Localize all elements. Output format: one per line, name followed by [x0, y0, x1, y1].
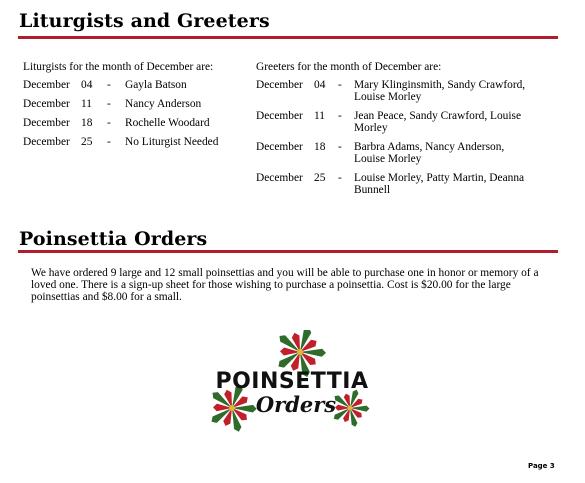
list-item [23, 136, 245, 148]
list-item [23, 98, 245, 110]
person-names: Louise Morley, Patty Martin, Deanna Bunnell [354, 172, 525, 196]
separator: - [107, 98, 111, 110]
person-names: Mary Klinginsmith, Sandy Crawford, Louise Morley [354, 79, 526, 103]
date-day: 04 [314, 79, 326, 91]
date-month: December [256, 141, 303, 153]
date-day: 18 [314, 141, 326, 153]
separator: - [338, 79, 342, 91]
list-item [256, 172, 529, 196]
date-month: December [23, 98, 70, 110]
section-title-poinsettia: Poinsettia Orders [19, 228, 208, 250]
separator: - [338, 110, 342, 122]
poinsettia-flower-icon [332, 389, 369, 428]
list-item [23, 79, 245, 91]
date-day: 25 [81, 136, 93, 148]
list-item [23, 117, 245, 129]
separator: - [107, 136, 111, 148]
logo-line-1: POINSETTIA [215, 369, 369, 394]
logo-line-2: Orders [255, 392, 337, 417]
poinsettia-paragraph: We have ordered 9 large and 12 small poinsettias and you will be able to purchase one in honor or memory of a loved one. There is a sign-up sheet for those wishing to purchase a poinsettia. Cost is $20.00 for the large poinsettias and $8.00 for a small. [31, 267, 539, 303]
person-name: Gayla Batson [125, 79, 187, 91]
date-day: 11 [81, 98, 92, 110]
list-item [256, 79, 529, 103]
person-names: Jean Peace, Sandy Crawford, Louise Morley [354, 110, 522, 134]
list-item [256, 110, 529, 134]
date-day: 04 [81, 79, 93, 91]
separator: - [338, 172, 342, 184]
greeters-list [256, 61, 529, 203]
person-name: Nancy Anderson [125, 98, 202, 110]
section-title-liturgists: Liturgists and Greeters [19, 10, 270, 32]
poinsettia-orders-logo [204, 330, 374, 442]
separator: - [107, 117, 111, 129]
person-name: No Liturgist Needed [125, 136, 219, 148]
date-day: 25 [314, 172, 326, 184]
date-month: December [256, 172, 303, 184]
date-day: 18 [81, 117, 93, 129]
date-month: December [23, 136, 70, 148]
date-month: December [23, 79, 70, 91]
list-item [256, 141, 529, 165]
date-month: December [256, 79, 303, 91]
section-divider [18, 250, 558, 253]
date-month: December [256, 110, 303, 122]
liturgists-list [23, 61, 245, 155]
page-number: Page 3 [528, 462, 555, 470]
separator: - [338, 141, 342, 153]
separator: - [107, 79, 111, 91]
date-day: 11 [314, 110, 325, 122]
section-divider [18, 36, 558, 39]
person-names: Barbra Adams, Nancy Anderson, Louise Morley [354, 141, 505, 165]
greeters-heading: Greeters for the month of December are: [256, 61, 442, 73]
person-name: Rochelle Woodard [125, 117, 210, 129]
liturgists-heading: Liturgists for the month of December are: [23, 61, 214, 73]
date-month: December [23, 117, 70, 129]
